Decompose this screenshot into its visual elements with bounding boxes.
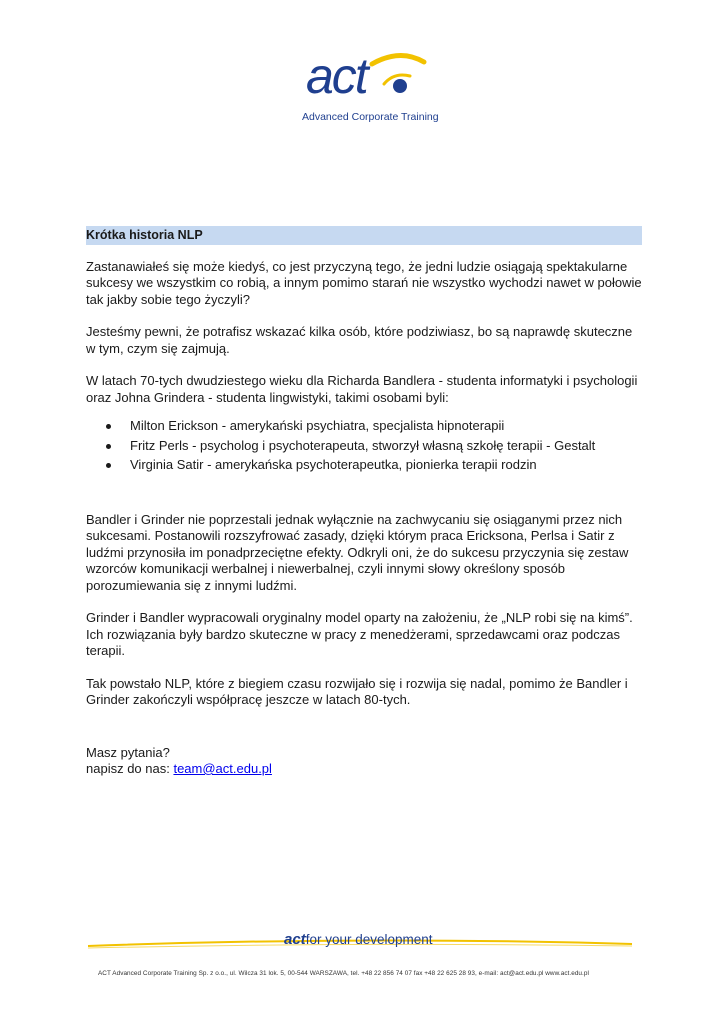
bullet-list — [86, 418, 642, 474]
contact-line — [86, 761, 642, 778]
article — [86, 226, 642, 778]
footer-slogan-text: for your development — [305, 932, 433, 947]
bullet-icon — [106, 424, 111, 429]
logo-wordmark: act — [306, 48, 367, 104]
contact-question: Masz pytania? — [86, 744, 170, 760]
bullet-icon — [106, 444, 111, 449]
list-item-text: Milton Erickson - amerykański psychiatra, specjalista hipnoterapii — [130, 418, 505, 433]
contact-email-link[interactable]: team@act.edu.pl — [173, 761, 272, 776]
paragraph: Zastanawiałeś się może kiedyś, co jest przyczyną tego, że jedni ludzie osiągają spektakularne sukcesy we wszystkim co robią, a innym pomimo starań nie wszystko wychodzi nawet w połowie tak jakby sobie tego życzyli? — [86, 258, 642, 307]
section-heading: Krótka historia NLP — [86, 226, 642, 245]
paragraph: W latach 70-tych dwudziestego wieku dla Richarda Bandlera - studenta informatyki i psychologii oraz Johna Grindera - studenta lingwistyki, takimi osobami byli: — [86, 373, 638, 405]
paragraph: Grinder i Bandler wypracowali oryginalny model oparty na założeniu, że „NLP robi się na kimś”. Ich rozwiązania były bardzo skuteczne w pracy z menedżerami, sprzedawcami oraz podczas terapii. — [86, 610, 633, 658]
contact-block — [86, 745, 642, 778]
logo-tagline: Advanced Corporate Training — [302, 111, 439, 123]
footer-slogan — [284, 931, 433, 948]
list-item — [86, 457, 642, 474]
paragraph: Jesteśmy pewni, że potrafisz wskazać kilka osób, które podziwiasz, bo są naprawdę skuteczne w tym, czym się zajmują. — [86, 324, 633, 356]
contact-prefix: napisz do nas: — [86, 761, 174, 776]
paragraph: Tak powstało NLP, które z biegiem czasu rozwijało się i rozwija się nadal, pomimo że Bandler i Grinder zakończyli współpracę jeszcze w latach 80-tych. — [86, 675, 628, 707]
paragraph: Bandler i Grinder nie poprzestali jednak wyłącznie na zachwycaniu się osiąganymi przez nich sukcesami. Postanowili rozszyfrować zasady, dzięki którym praca Ericksona, Perlsa i Satir z ludźmi przynosiła im ponadprzeciętne efekty. Odkryli oni, że do sukcesu przyczynia się zestaw wzorców komunikacji werbalnej i niewerbalnej, czyli innymi słowy określony sposób porozumiewania się z innymi ludźmi. — [86, 511, 629, 593]
list-item-text: Fritz Perls - psycholog i psychoterapeuta, stworzył własną szkołę terapii - Gestalt — [130, 437, 596, 453]
list-item — [86, 438, 642, 455]
list-item-text: Virginia Satir - amerykańska psychoterapeutka, pionierka terapii rodzin — [130, 457, 537, 472]
footer-slogan-brand: act — [284, 931, 306, 948]
footer-address: ACT Advanced Corporate Training Sp. z o.o., ul. Wilcza 31 lok. 5, 00-544 WARSZAWA, tel. +48 22 856 74 07 fax +48 22 625 28 93, e-mail: act@act.edu.pl www.act.edu.pl — [98, 970, 589, 977]
company-logo — [296, 42, 439, 128]
bullet-icon — [106, 463, 111, 468]
list-item — [86, 418, 642, 435]
